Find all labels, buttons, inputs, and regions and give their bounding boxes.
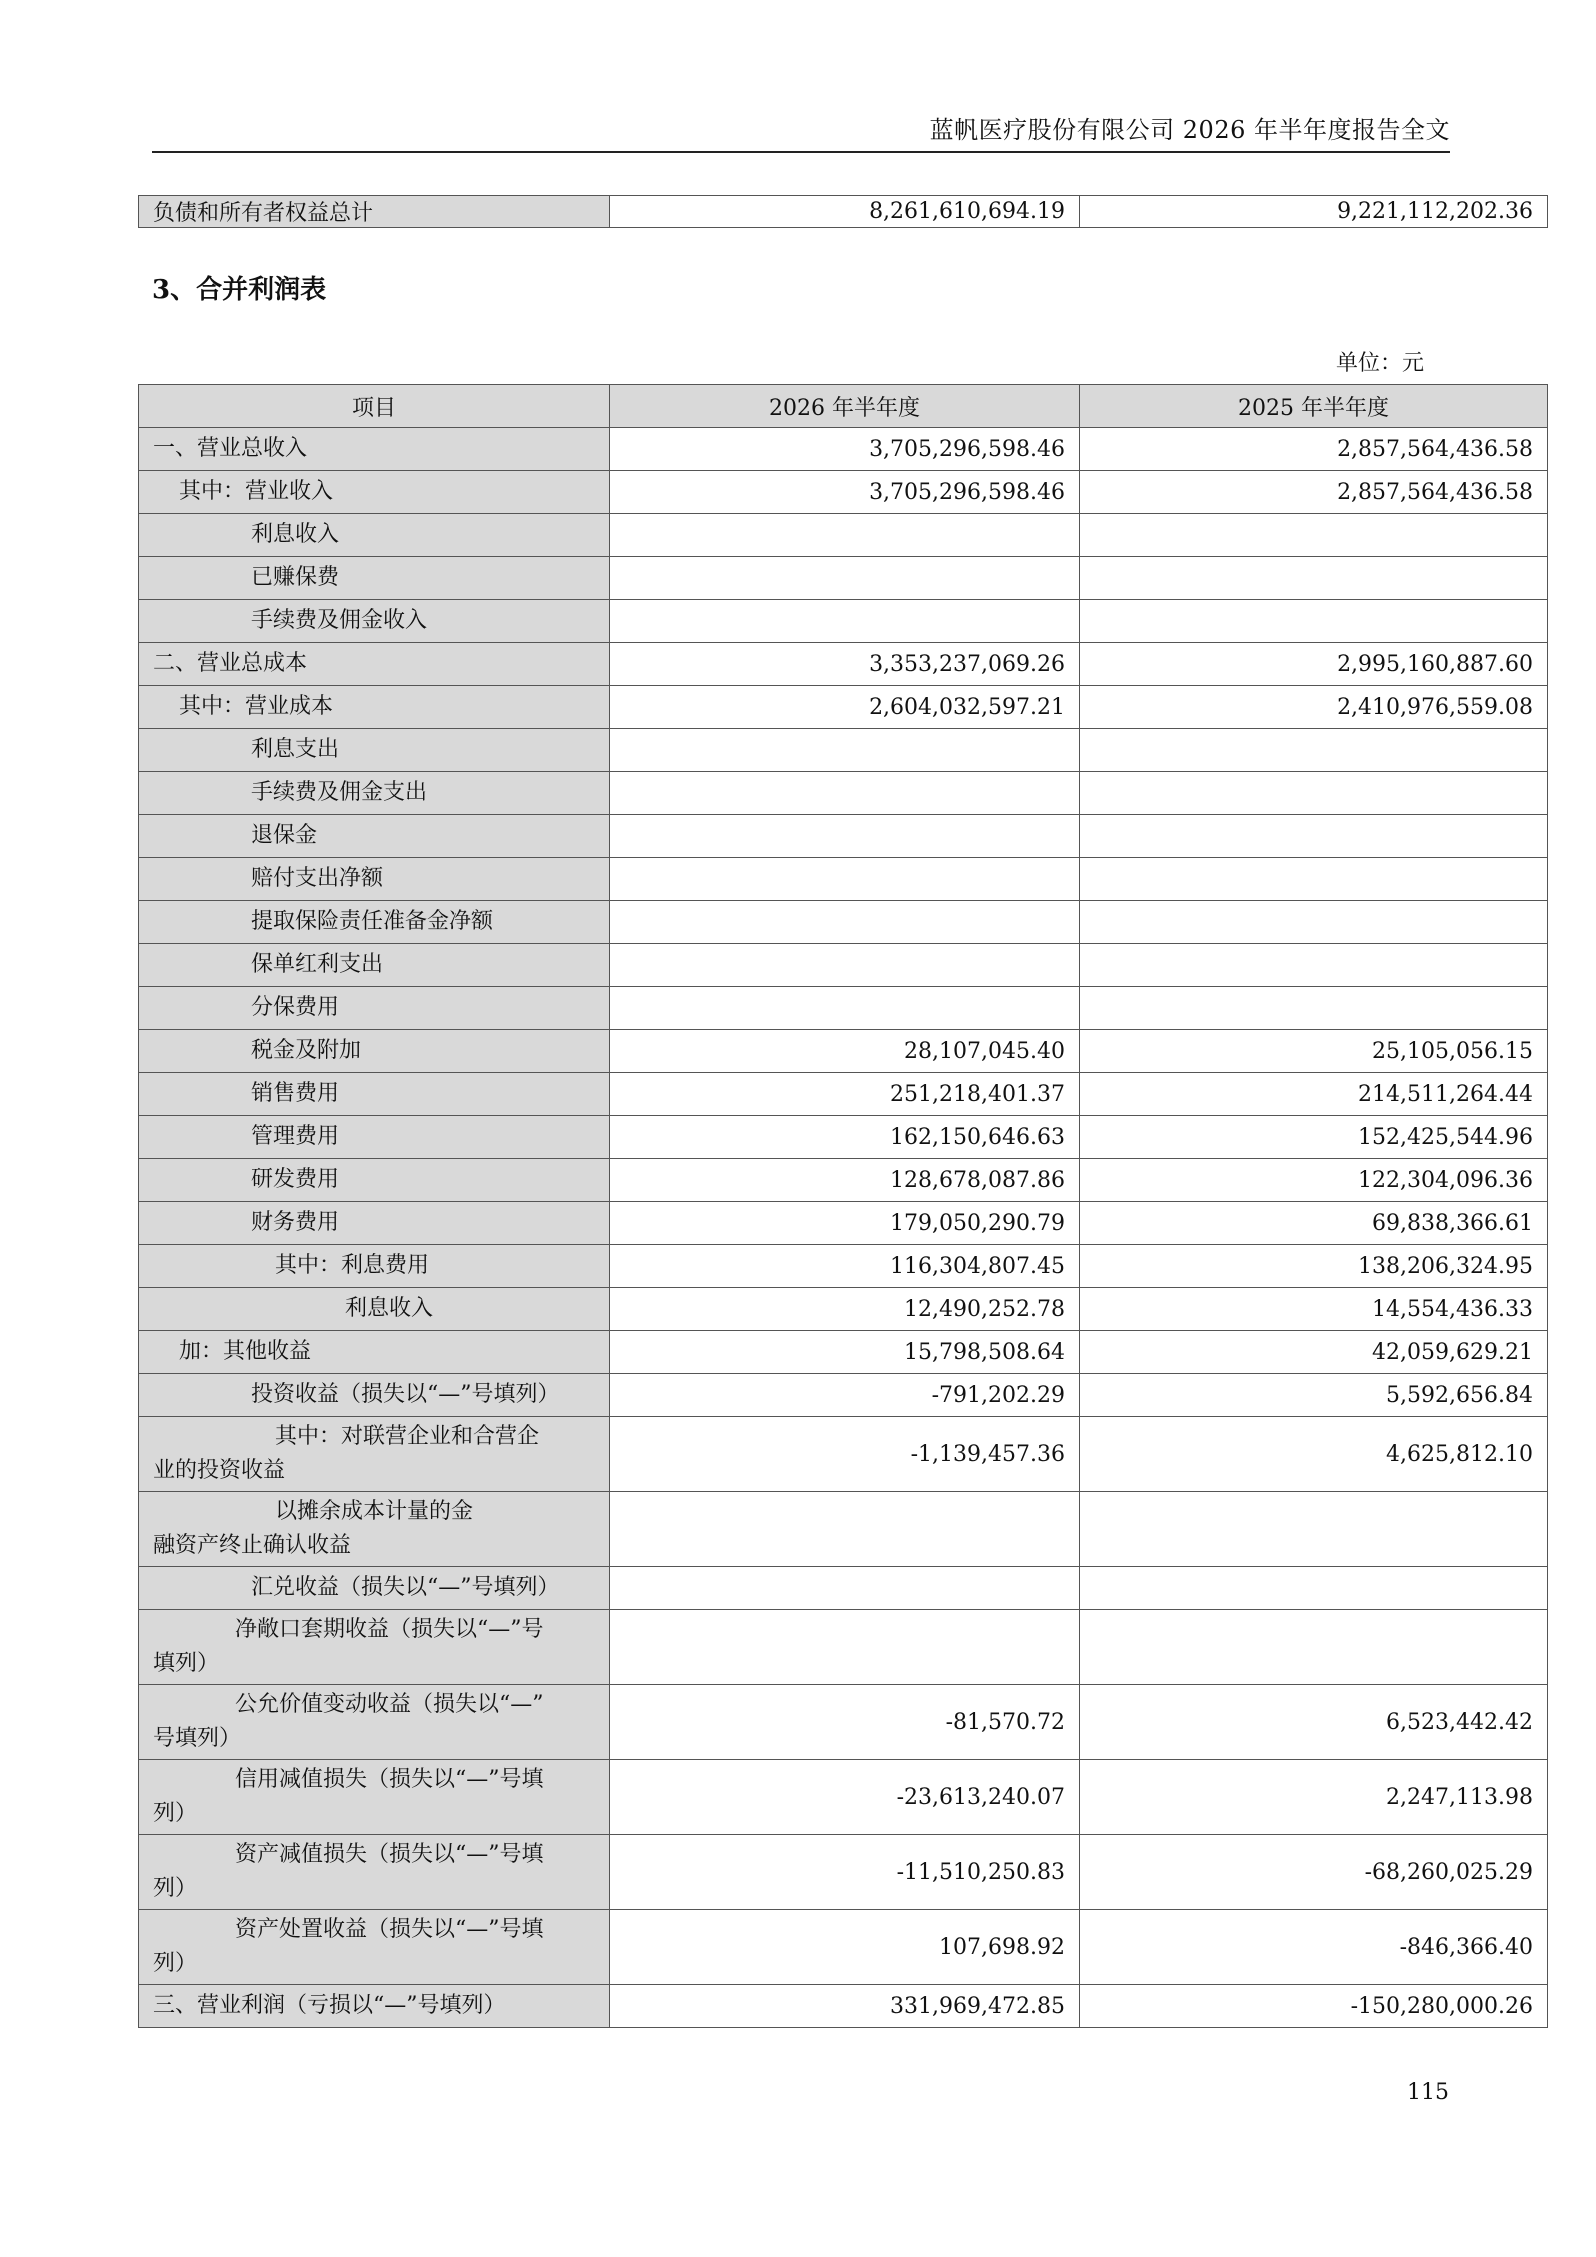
row-label: 税金及附加 <box>139 1030 610 1073</box>
table-row <box>139 1245 1548 1288</box>
row-value-2026 <box>610 772 1080 815</box>
row-label-line: 信用减值损失（损失以“—”号填 <box>235 1767 544 1792</box>
row-label: 利息收入 <box>139 514 610 557</box>
row-value-2026: 331,969,472.85 <box>610 1985 1080 2028</box>
row-label-line: 号填列） <box>153 1726 242 1751</box>
header-divider <box>152 151 1450 153</box>
row-value-2026 <box>610 1567 1080 1610</box>
table-row <box>139 1073 1548 1116</box>
row-label-line: 资产减值损失（损失以“—”号填 <box>235 1842 544 1867</box>
table-row <box>139 815 1548 858</box>
table-header-row <box>139 385 1548 428</box>
row-label-line: 列） <box>153 1876 198 1901</box>
row-value-2026: 12,490,252.78 <box>610 1288 1080 1331</box>
row-value-2025 <box>1080 729 1548 772</box>
table-row <box>139 1159 1548 1202</box>
row-value-2025 <box>1080 1610 1548 1685</box>
row-value-2025 <box>1080 944 1548 987</box>
row-value-2025 <box>1080 815 1548 858</box>
row-label: 已赚保费 <box>139 557 610 600</box>
table-row <box>139 471 1548 514</box>
row-value-2025: 25,105,056.15 <box>1080 1030 1548 1073</box>
row-label: 汇兑收益（损失以“—”号填列） <box>139 1567 610 1610</box>
table-row <box>139 1685 1548 1760</box>
table-row <box>139 1288 1548 1331</box>
row-value-2026: 107,698.92 <box>610 1910 1080 1985</box>
row-label: 加：其他收益 <box>139 1331 610 1374</box>
row-label-line: 填列） <box>153 1651 220 1676</box>
row-label: 手续费及佣金收入 <box>139 600 610 643</box>
row-value-2026: -23,613,240.07 <box>610 1760 1080 1835</box>
row-label <box>139 1685 610 1760</box>
row-label: 保单红利支出 <box>139 944 610 987</box>
row-label: 其中：营业成本 <box>139 686 610 729</box>
table-row <box>139 1030 1548 1073</box>
table-row <box>139 557 1548 600</box>
row-value-2026: 162,150,646.63 <box>610 1116 1080 1159</box>
row-value-2025 <box>1080 858 1548 901</box>
row-value-2025: 5,592,656.84 <box>1080 1374 1548 1417</box>
row-value-2025: 122,304,096.36 <box>1080 1159 1548 1202</box>
row-value-2025 <box>1080 514 1548 557</box>
column-header-2026: 2026 年半年度 <box>610 385 1080 428</box>
row-label-line: 以摊余成本计量的金 <box>275 1499 474 1524</box>
row-value-2026: 28,107,045.40 <box>610 1030 1080 1073</box>
row-value-2026 <box>610 858 1080 901</box>
row-value-2026: 15,798,508.64 <box>610 1331 1080 1374</box>
table-row <box>139 1610 1548 1685</box>
row-label: 投资收益（损失以“—”号填列） <box>139 1374 610 1417</box>
row-value-2026: -1,139,457.36 <box>610 1417 1080 1492</box>
row-label-line: 列） <box>153 1951 198 1976</box>
row-value-2025 <box>1080 1567 1548 1610</box>
row-value-2025: 152,425,544.96 <box>1080 1116 1548 1159</box>
row-label-line: 业的投资收益 <box>153 1458 286 1483</box>
row-value-2026 <box>610 944 1080 987</box>
row-value-2025: 6,523,442.42 <box>1080 1685 1548 1760</box>
row-label: 三、营业利润（亏损以“—”号填列） <box>139 1985 610 2028</box>
row-label-line: 资产处置收益（损失以“—”号填 <box>235 1917 544 1942</box>
row-label: 财务费用 <box>139 1202 610 1245</box>
row-value-2025: 2,410,976,559.08 <box>1080 686 1548 729</box>
table-row <box>139 944 1548 987</box>
column-header-2025: 2025 年半年度 <box>1080 385 1548 428</box>
unit-label: 单位：元 <box>1335 351 1424 376</box>
row-label: 销售费用 <box>139 1073 610 1116</box>
table-row <box>139 1374 1548 1417</box>
row-label: 分保费用 <box>139 987 610 1030</box>
row-label: 手续费及佣金支出 <box>139 772 610 815</box>
row-label: 赔付支出净额 <box>139 858 610 901</box>
row-value-2025: 42,059,629.21 <box>1080 1331 1548 1374</box>
row-label: 其中：营业收入 <box>139 471 610 514</box>
row-value-2026 <box>610 987 1080 1030</box>
row-value-2026 <box>610 729 1080 772</box>
row-label-line: 公允价值变动收益（损失以“—” <box>235 1692 544 1717</box>
table-row <box>139 987 1548 1030</box>
row-value-2026: 116,304,807.45 <box>610 1245 1080 1288</box>
row-value-2026: 179,050,290.79 <box>610 1202 1080 1245</box>
row-label: 二、营业总成本 <box>139 643 610 686</box>
row-label: 利息收入 <box>139 1288 610 1331</box>
row-label: 提取保险责任准备金净额 <box>139 901 610 944</box>
page-number: 115 <box>1407 2080 1449 2105</box>
row-value-2026: 3,705,296,598.46 <box>610 471 1080 514</box>
row-value-2025 <box>1080 1492 1548 1567</box>
row-value-2025: 69,838,366.61 <box>1080 1202 1548 1245</box>
row-value-2025 <box>1080 901 1548 944</box>
row-value-2026: 3,353,237,069.26 <box>610 643 1080 686</box>
row-label: 研发费用 <box>139 1159 610 1202</box>
table-row <box>139 1116 1548 1159</box>
row-value-2025: -68,260,025.29 <box>1080 1835 1548 1910</box>
table-row <box>139 1331 1548 1374</box>
table-row <box>139 1202 1548 1245</box>
summary-table <box>138 195 1548 228</box>
summary-value-2026: 8,261,610,694.19 <box>610 196 1080 228</box>
row-label: 一、营业总收入 <box>139 428 610 471</box>
row-label-line: 其中：对联营企业和合营企 <box>275 1424 540 1449</box>
row-value-2025: -846,366.40 <box>1080 1910 1548 1985</box>
row-label: 利息支出 <box>139 729 610 772</box>
table-row <box>139 1835 1548 1910</box>
row-label-line: 净敞口套期收益（损失以“—”号 <box>235 1617 544 1642</box>
report-header-title: 蓝帆医疗股份有限公司 2026 年半年度报告全文 <box>929 116 1450 144</box>
table-row <box>139 514 1548 557</box>
table-row <box>139 1910 1548 1985</box>
income-statement-table <box>138 384 1548 2028</box>
row-value-2026 <box>610 1492 1080 1567</box>
row-label: 退保金 <box>139 815 610 858</box>
row-value-2026 <box>610 514 1080 557</box>
summary-value-2025: 9,221,112,202.36 <box>1080 196 1548 228</box>
row-label <box>139 1835 610 1910</box>
table-row <box>139 196 1548 228</box>
row-value-2026: 2,604,032,597.21 <box>610 686 1080 729</box>
row-value-2025 <box>1080 557 1548 600</box>
row-value-2025: -150,280,000.26 <box>1080 1985 1548 2028</box>
table-row <box>139 858 1548 901</box>
row-label <box>139 1610 610 1685</box>
section-title: 3、合并利润表 <box>152 275 327 305</box>
row-value-2026 <box>610 600 1080 643</box>
table-row <box>139 643 1548 686</box>
table-row <box>139 686 1548 729</box>
row-value-2025: 2,247,113.98 <box>1080 1760 1548 1835</box>
row-value-2026 <box>610 815 1080 858</box>
row-value-2025 <box>1080 772 1548 815</box>
row-label <box>139 1417 610 1492</box>
row-value-2025: 2,995,160,887.60 <box>1080 643 1548 686</box>
row-value-2025: 2,857,564,436.58 <box>1080 471 1548 514</box>
table-row <box>139 1417 1548 1492</box>
table-row <box>139 772 1548 815</box>
row-value-2026 <box>610 1610 1080 1685</box>
row-value-2026: 251,218,401.37 <box>610 1073 1080 1116</box>
row-value-2026: 3,705,296,598.46 <box>610 428 1080 471</box>
table-row <box>139 600 1548 643</box>
row-label: 其中：利息费用 <box>139 1245 610 1288</box>
row-value-2025 <box>1080 600 1548 643</box>
row-value-2026: -791,202.29 <box>610 1374 1080 1417</box>
row-value-2026 <box>610 557 1080 600</box>
column-header-item: 项目 <box>139 385 610 428</box>
table-row <box>139 1985 1548 2028</box>
row-value-2026 <box>610 901 1080 944</box>
table-row <box>139 1492 1548 1567</box>
row-value-2025 <box>1080 987 1548 1030</box>
row-value-2026: -81,570.72 <box>610 1685 1080 1760</box>
row-label <box>139 1910 610 1985</box>
row-label-line: 列） <box>153 1801 198 1826</box>
row-value-2026: 128,678,087.86 <box>610 1159 1080 1202</box>
row-value-2025: 14,554,436.33 <box>1080 1288 1548 1331</box>
row-value-2025: 2,857,564,436.58 <box>1080 428 1548 471</box>
row-value-2026: -11,510,250.83 <box>610 1835 1080 1910</box>
row-label <box>139 1492 610 1567</box>
table-row <box>139 901 1548 944</box>
row-value-2025: 138,206,324.95 <box>1080 1245 1548 1288</box>
summary-label: 负债和所有者权益总计 <box>139 196 610 228</box>
table-row <box>139 729 1548 772</box>
table-row <box>139 428 1548 471</box>
table-row <box>139 1760 1548 1835</box>
row-value-2025: 214,511,264.44 <box>1080 1073 1548 1116</box>
row-label <box>139 1760 610 1835</box>
row-label: 管理费用 <box>139 1116 610 1159</box>
table-row <box>139 1567 1548 1610</box>
row-value-2025: 4,625,812.10 <box>1080 1417 1548 1492</box>
row-label-line: 融资产终止确认收益 <box>153 1533 352 1558</box>
